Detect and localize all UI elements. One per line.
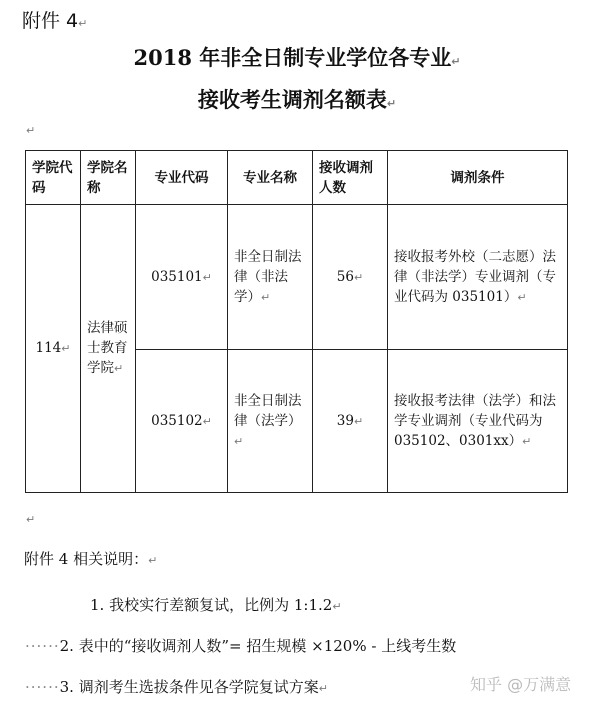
header-condition: 调剂条件 — [388, 151, 568, 205]
document-title-line-1: 2018 年非全日制专业学位各专业↵ — [133, 45, 461, 70]
header-quota: 接收调剂人数 — [313, 151, 388, 205]
note-item: ······3. 调剂考生选拔条件见各学院复试方案↵ — [25, 678, 328, 696]
notes-heading: 附件 4 相关说明：↵ — [24, 550, 158, 568]
header-major-code: 专业代码 — [136, 151, 228, 205]
header-major-name: 专业名称 — [228, 151, 313, 205]
table-row — [26, 205, 568, 350]
major-name-cell: 非全日制法律（法学）↵ — [228, 350, 313, 493]
note-item: 1. 我校实行差额复试，比例为 1:1.2↵ — [90, 596, 342, 614]
college-name-cell: 法律硕士教育学院↵ — [81, 205, 136, 493]
note-item: ······2. 表中的“接收调剂人数”= 招生规模 ×120% - 上线考生数 — [25, 637, 457, 655]
quota-table — [25, 150, 568, 493]
major-code-cell: 035101↵ — [136, 205, 228, 350]
quota-cell: 56↵ — [313, 205, 388, 350]
major-name-cell: 非全日制法律（非法学）↵ — [228, 205, 313, 350]
condition-cell: 接收报考外校（二志愿）法律（非法学）专业调剂（专业代码为 035101）↵ — [388, 205, 568, 350]
quota-cell: 39↵ — [313, 350, 388, 493]
paragraph-mark: ↵ — [26, 124, 36, 137]
condition-cell: 接收报考法律（法学）和法学专业调剂（专业代码为 035102、0301xx）↵ — [388, 350, 568, 493]
paragraph-mark: ↵ — [26, 513, 36, 526]
watermark: 知乎 @万满意 — [470, 675, 572, 694]
header-college-name: 学院名称 — [81, 151, 136, 205]
major-code-cell: 035102↵ — [136, 350, 228, 493]
attachment-label: 附件 4↵ — [22, 10, 88, 32]
document-title-line-2: 接收考生调剂名额表↵ — [197, 87, 397, 112]
college-code-cell: 114↵ — [26, 205, 81, 493]
header-college-code: 学院代码 — [26, 151, 81, 205]
table-header-row — [26, 151, 568, 205]
